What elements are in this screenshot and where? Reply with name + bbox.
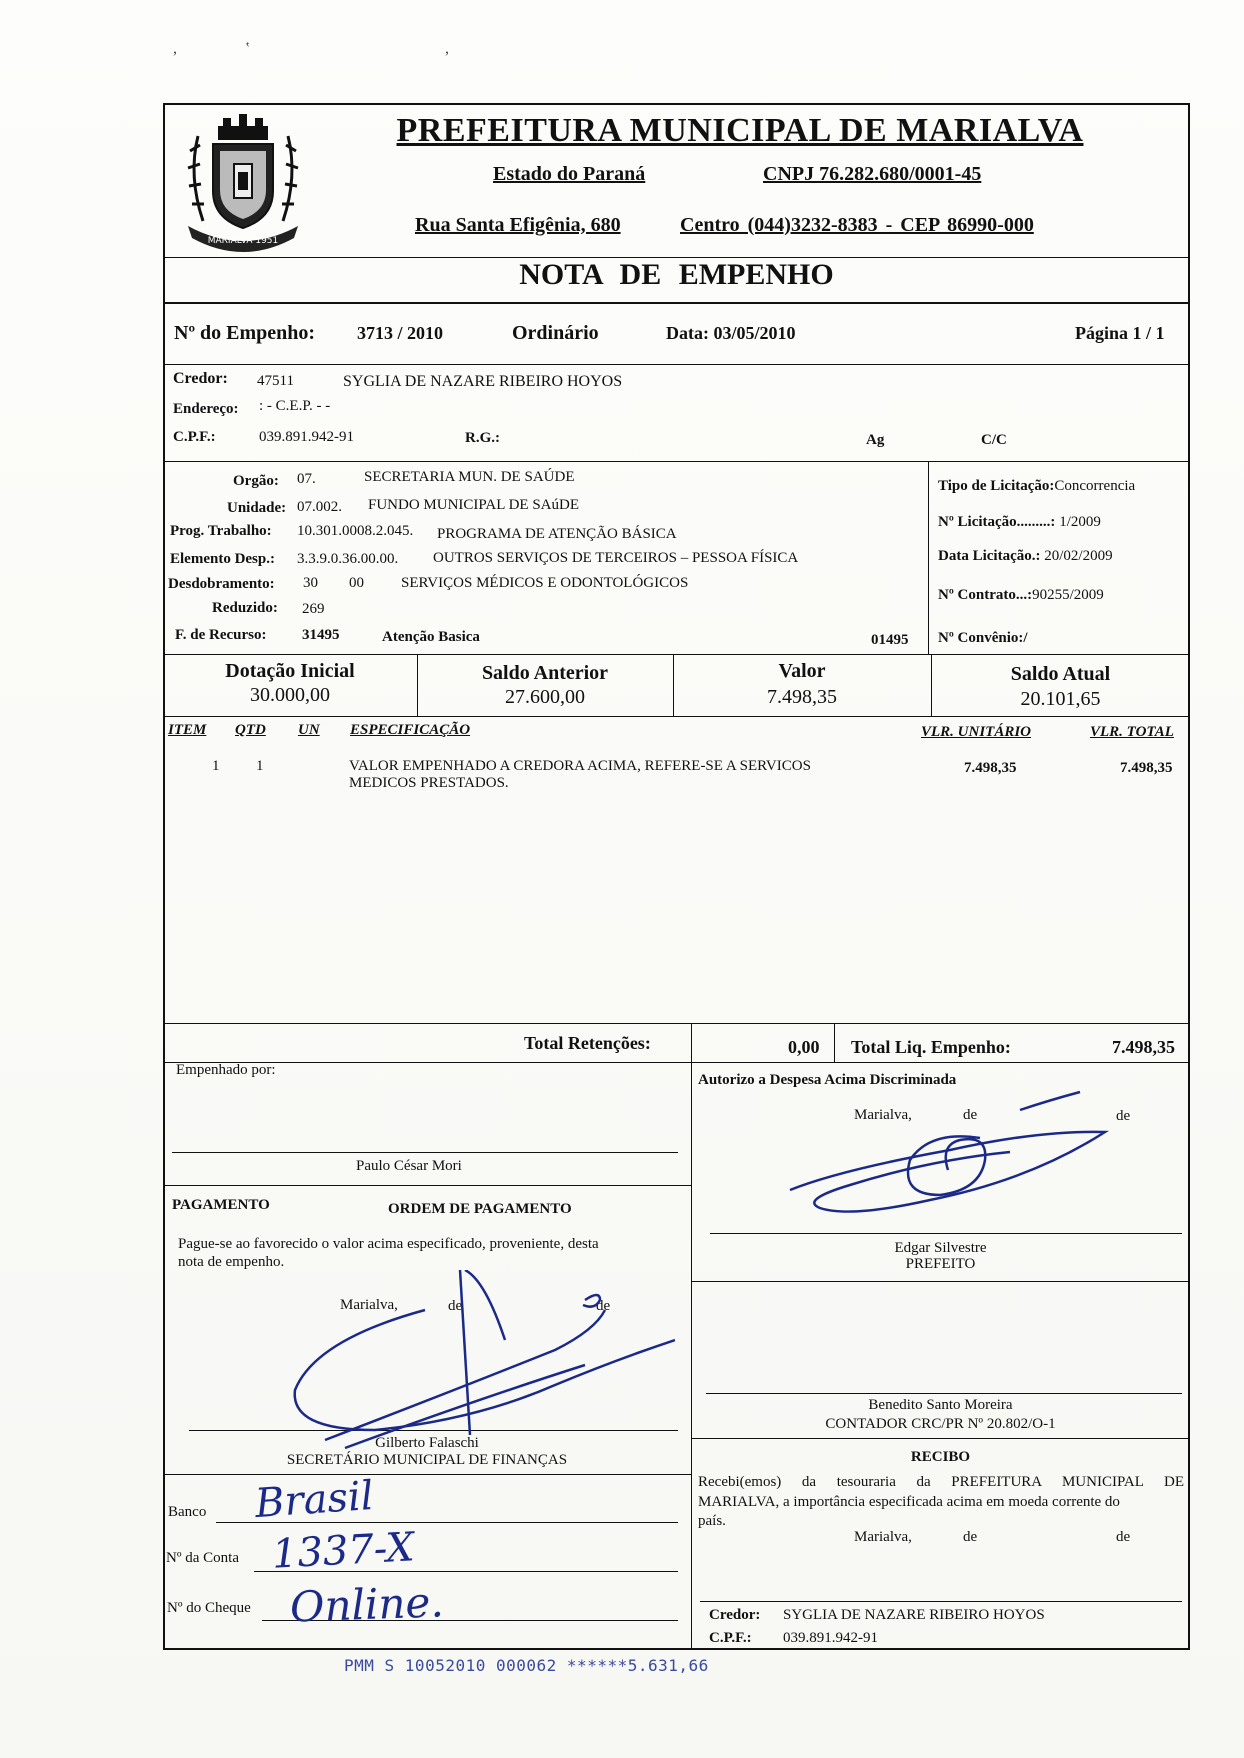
banco-handwriting: Brasil xyxy=(253,1472,375,1528)
saldo-atual-label: Saldo Atual xyxy=(1010,663,1111,685)
elemento-label: Elemento Desp.: xyxy=(170,551,275,567)
cpf-label: C.P.F.: xyxy=(173,429,216,445)
desdobramento-b: 00 xyxy=(349,575,364,591)
desdobramento-name: SERVIÇOS MÉDICOS E ODONTOLÓGICOS xyxy=(401,575,689,591)
dotacao-value: 30.000,00 xyxy=(250,684,330,706)
recibo-text-line3: país. xyxy=(698,1513,726,1529)
pagamento-de2: de xyxy=(596,1298,611,1314)
recibo-text-line1: Recebi(emos) da tesouraria da PREFEITURA MUNICIPAL DE xyxy=(698,1474,1184,1490)
municipal-seal-icon xyxy=(168,106,318,256)
divider xyxy=(163,1023,1190,1024)
autorizo-de2: de xyxy=(1116,1108,1131,1124)
recibo-cpf-label: C.P.F.: xyxy=(709,1630,752,1646)
licitacao-num-label: Nº Licitação.........: xyxy=(938,514,1056,530)
saldo-anterior-label: Saldo Anterior xyxy=(481,662,609,684)
empenho-number: 3713 / 2010 xyxy=(357,323,444,343)
tipo-licitacao-value: Concorrencia xyxy=(1054,478,1136,494)
valor-label: Valor xyxy=(778,660,826,682)
cheque-label: Nº do Cheque xyxy=(167,1600,251,1616)
pagamento-name: Gilberto Falaschi xyxy=(375,1435,479,1451)
orgao-label: Orgão: xyxy=(233,473,279,489)
divider xyxy=(163,302,1190,304)
scan-mark: , xyxy=(445,40,449,57)
recibo-place: Marialva, xyxy=(854,1529,912,1545)
rg-label: R.G.: xyxy=(465,430,500,446)
orgao-name: SECRETARIA MUN. DE SAÚDE xyxy=(364,469,575,485)
divider xyxy=(834,1023,835,1062)
pagamento-label: PAGAMENTO xyxy=(172,1197,270,1213)
convenio-label: Nº Convênio:/ xyxy=(938,630,1028,646)
footer-stamp: PMM S 10052010 000062 ******5.631,66 xyxy=(344,1656,709,1675)
header-address: Rua Santa Efigênia, 680 xyxy=(415,214,621,236)
col-qtd: QTD xyxy=(235,722,266,738)
unidade-code: 07.002. xyxy=(297,499,342,515)
licitacao-data-value: 20/02/2009 xyxy=(1044,548,1113,564)
orgao-code: 07. xyxy=(297,471,316,487)
unidade-name: FUNDO MUNICIPAL DE SAúDE xyxy=(368,497,579,513)
recibo-credor-label: Credor: xyxy=(709,1607,761,1623)
autorizo-place: Marialva, xyxy=(854,1107,912,1123)
divider xyxy=(163,1185,691,1186)
header-cnpj: CNPJ 76.282.680/0001-45 xyxy=(763,163,982,185)
endereco-label: Endereço: xyxy=(173,401,239,417)
recurso-extra: 01495 xyxy=(871,632,909,648)
pagamento-de1: de xyxy=(448,1298,463,1314)
licitacao-data-label: Data Licitação.: xyxy=(938,548,1041,564)
prog-name: PROGRAMA DE ATENÇÃO BÁSICA xyxy=(437,526,677,542)
prefeito-signature-icon xyxy=(780,1090,1120,1230)
divider xyxy=(163,654,1190,655)
empenho-page: Página 1 / 1 xyxy=(1075,323,1165,343)
empenhado-label: Empenhado por: xyxy=(176,1062,276,1078)
autorizo-role: PREFEITO xyxy=(905,1256,976,1272)
unidade-label: Unidade: xyxy=(227,500,287,516)
signature-line xyxy=(710,1233,1182,1234)
total-liq-value: 7.498,35 xyxy=(1112,1037,1175,1057)
saldo-atual-value: 20.101,65 xyxy=(1020,688,1101,710)
prog-label: Prog. Trabalho: xyxy=(170,523,272,539)
header-state: Estado do Paraná xyxy=(493,163,646,185)
total-retencoes-label: Total Retenções: xyxy=(524,1033,651,1053)
divider xyxy=(163,1474,691,1475)
item-vlr-unitario: 7.498,35 xyxy=(964,760,1017,776)
elemento-code: 3.3.9.0.36.00.00. xyxy=(297,551,399,567)
divider xyxy=(691,1438,1190,1439)
divider xyxy=(163,716,1190,717)
ordem-pagamento-label: ORDEM DE PAGAMENTO xyxy=(388,1201,572,1217)
secretario-signature-icon xyxy=(255,1270,675,1450)
recurso-name: Atenção Basica xyxy=(382,629,480,645)
endereco-value: : - C.E.P. - - xyxy=(259,398,331,414)
recurso-code: 31495 xyxy=(302,627,340,643)
saldo-anterior-value: 27.600,00 xyxy=(505,686,585,708)
banco-label: Banco xyxy=(168,1504,207,1520)
elemento-name: OUTROS SERVIÇOS DE TERCEIROS – PESSOA FÍSICA xyxy=(433,550,799,566)
recibo-text-line2: MARIALVA, a importância especificada acima em moeda corrente do xyxy=(698,1494,1120,1510)
conta-label: Nº da Conta xyxy=(166,1550,239,1566)
recibo-de2: de xyxy=(1116,1529,1131,1545)
total-liq-label: Total Liq. Empenho: xyxy=(851,1037,1011,1057)
autorizo-de1: de xyxy=(963,1107,978,1123)
contador-role: CONTADOR CRC/PR Nº 20.802/O-1 xyxy=(825,1416,1056,1432)
tipo-licitacao-label: Tipo de Licitação: xyxy=(938,478,1055,494)
scan-mark: , xyxy=(173,40,177,57)
contrato-label: Nº Contrato...: xyxy=(938,587,1033,603)
signature-line xyxy=(172,1152,678,1153)
recibo-cpf-value: 039.891.942-91 xyxy=(783,1630,878,1646)
autorizo-title: Autorizo a Despesa Acima Discriminada xyxy=(698,1072,957,1088)
ag-label: Ag xyxy=(866,432,885,448)
item-qtd: 1 xyxy=(256,758,264,774)
item-number: 1 xyxy=(212,758,220,774)
valor-value: 7.498,35 xyxy=(767,686,837,708)
signature-line xyxy=(700,1601,1182,1602)
pagamento-text-line1: Pague-se ao favorecido o valor acima especificado, proveniente, desta xyxy=(178,1236,599,1252)
reduzido-label: Reduzido: xyxy=(212,600,278,616)
divider xyxy=(163,461,1190,462)
item-vlr-total: 7.498,35 xyxy=(1120,760,1173,776)
licitacao-num-value: 1/2009 xyxy=(1059,514,1101,530)
signature-line xyxy=(706,1393,1182,1394)
cheque-handwriting: Online. xyxy=(289,1577,445,1632)
contador-name: Benedito Santo Moreira xyxy=(868,1397,1013,1413)
conta-handwriting: 1337-X xyxy=(270,1524,416,1578)
desdobramento-a: 30 xyxy=(303,575,318,591)
recibo-de1: de xyxy=(963,1529,978,1545)
empenho-date: Data: 03/05/2010 xyxy=(666,323,796,343)
divider xyxy=(163,1062,1190,1063)
reduzido-value: 269 xyxy=(302,601,325,617)
recibo-title: RECIBO xyxy=(910,1449,971,1465)
item-desc-line2: MEDICOS PRESTADOS. xyxy=(349,775,509,791)
recibo-credor-name: SYGLIA DE NAZARE RIBEIRO HOYOS xyxy=(783,1607,1045,1623)
desdobramento-label: Desdobramento: xyxy=(168,576,275,592)
col-vlr-unitario: VLR. UNITÁRIO xyxy=(921,724,1032,740)
pagamento-role: SECRETÁRIO MUNICIPAL DE FINANÇAS xyxy=(286,1452,568,1468)
scan-mark: ʽ xyxy=(245,40,251,57)
seal-text: MARIALVA 1951 xyxy=(207,236,279,246)
divider xyxy=(928,461,929,654)
dotacao-label: Dotação Inicial xyxy=(225,660,355,682)
pagamento-place: Marialva, xyxy=(340,1297,398,1313)
col-vlr-total: VLR. TOTAL xyxy=(1090,724,1174,740)
cpf-value: 039.891.942-91 xyxy=(259,429,354,445)
divider xyxy=(691,1062,692,1650)
col-especificacao: ESPECIFICAÇÃO xyxy=(350,722,471,738)
total-retencoes-value: 0,00 xyxy=(788,1037,820,1057)
col-un: UN xyxy=(298,722,320,738)
contrato-value: 90255/2009 xyxy=(1032,587,1104,603)
empenho-label: Nº do Empenho: xyxy=(174,322,316,344)
divider xyxy=(163,364,1190,365)
autorizo-name: Edgar Silvestre xyxy=(894,1240,987,1256)
empenho-type: Ordinário xyxy=(512,322,599,344)
pagamento-text-line2: nota de empenho. xyxy=(178,1254,285,1270)
recurso-label: F. de Recurso: xyxy=(175,627,267,643)
divider xyxy=(691,1023,692,1062)
item-desc-line1: VALOR EMPENHADO A CREDORA ACIMA, REFERE-SE A SERVICOS xyxy=(349,758,811,774)
credor-name: SYGLIA DE NAZARE RIBEIRO HOYOS xyxy=(343,373,623,390)
header-contact: Centro (044)3232-8383 - CEP 86990-000 xyxy=(680,214,1034,236)
header-title: PREFEITURA MUNICIPAL DE MARIALVA xyxy=(396,112,1084,149)
divider xyxy=(691,1281,1190,1282)
credor-label: Credor: xyxy=(173,370,228,387)
document-title: NOTA DE EMPENHO xyxy=(519,258,834,291)
col-item: ITEM xyxy=(168,722,207,738)
empenhado-name: Paulo César Mori xyxy=(356,1158,462,1174)
cc-label: C/C xyxy=(981,432,1007,448)
credor-code: 47511 xyxy=(257,373,294,389)
prog-code: 10.301.0008.2.045. xyxy=(297,523,414,539)
